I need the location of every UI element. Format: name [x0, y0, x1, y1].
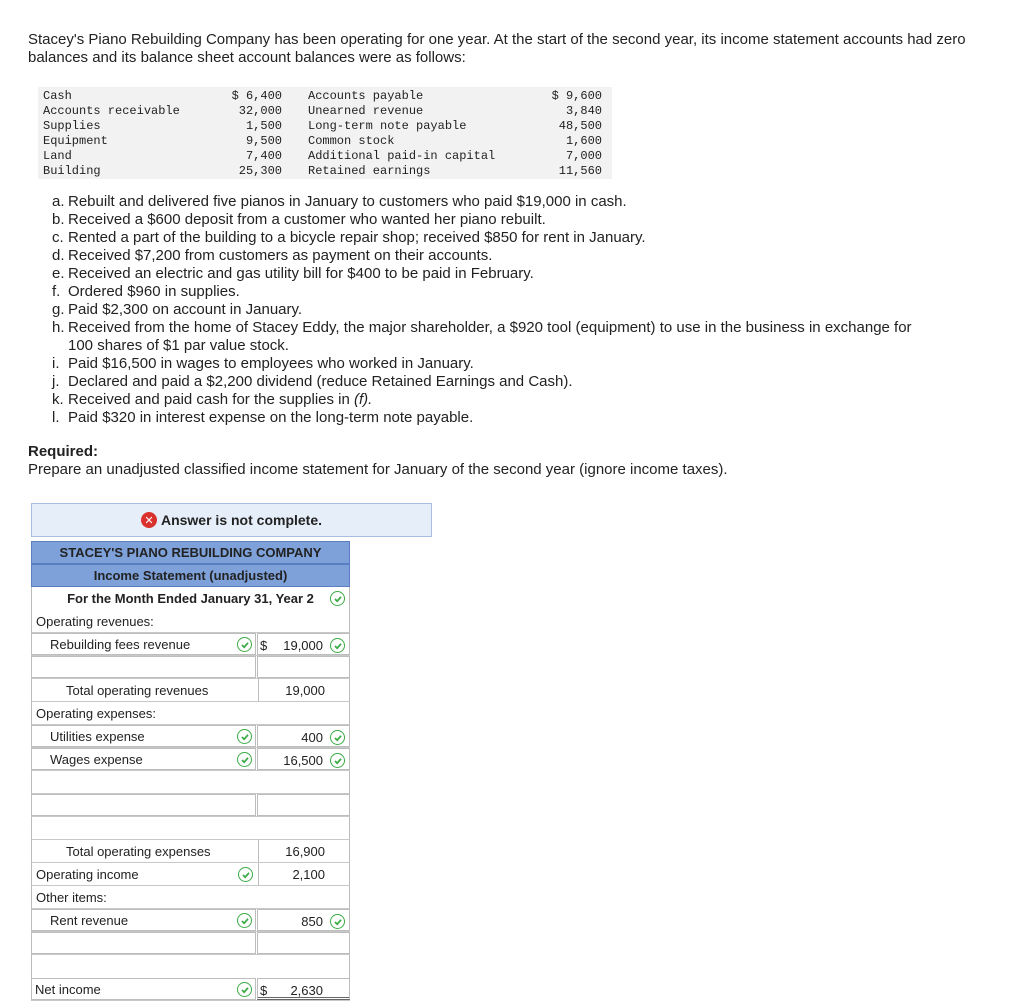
balance-right-label: Common stock [308, 134, 395, 148]
required-text: Prepare an unadjusted classified income statement for January of the second year (ignore income taxes). [28, 461, 728, 478]
transaction-letter: i. [52, 355, 60, 372]
transaction-letter: e. [52, 265, 65, 282]
balance-left-value: $ 6,400 [231, 89, 282, 103]
wages-row [31, 748, 350, 771]
empty-row [31, 794, 350, 817]
transaction-text: Ordered $960 in supplies. [68, 283, 240, 300]
transaction-text: Rented a part of the building to a bicycle repair shop; received $850 for rent in January. [68, 229, 646, 246]
balance-right-label: Unearned revenue [308, 104, 424, 118]
transaction-text: Paid $320 in interest expense on the long-term note payable. [68, 409, 474, 426]
operating-income-cell [258, 863, 351, 885]
balance-right-value: $ 9,600 [551, 89, 602, 103]
transaction-item [52, 283, 972, 301]
operating-expenses-heading: Operating expenses: [36, 706, 156, 721]
rent-revenue-row [31, 909, 350, 932]
transaction-letter: a. [52, 193, 65, 210]
transaction-letter: k. [52, 391, 64, 408]
check-icon [330, 753, 345, 768]
transaction-item [52, 355, 972, 373]
transaction-text: Received and paid cash for the supplies in [68, 391, 350, 408]
check-icon [237, 913, 252, 928]
transaction-item [52, 409, 972, 427]
rent-revenue-value-input[interactable] [257, 909, 350, 931]
net-income-value-input[interactable] [257, 978, 350, 1000]
check-icon [330, 638, 345, 653]
statement-title: Income Statement (unadjusted) [31, 564, 350, 587]
balance-right-value: 7,000 [565, 149, 602, 163]
required-title: Required: [28, 443, 99, 460]
wages-label: Wages expense [50, 752, 143, 767]
transaction-item [52, 301, 972, 319]
transaction-letter: c. [52, 229, 64, 246]
transaction-text: Received from the home of Stacey Eddy, the major shareholder, a $920 tool (equipment) to use in the business in exchange for [68, 319, 912, 336]
balance-left-value: 7,400 [245, 149, 282, 163]
transaction-text: Paid $2,300 on account in January. [68, 301, 303, 318]
transaction-text: Paid $16,500 in wages to employees who worked in January. [68, 355, 474, 372]
utilities-value-input[interactable] [257, 725, 350, 747]
balance-right-label: Long-term note payable [308, 119, 467, 133]
total-operating-expenses-cell [258, 840, 351, 862]
income-statement [31, 541, 350, 1001]
transaction-text: Rebuilt and delivered five pianos in January to customers who paid $19,000 in cash. [68, 193, 627, 210]
dollar-sign: $ [260, 638, 268, 653]
net-income-value: 2,630 [290, 983, 323, 998]
balance-right-value: 11,560 [558, 164, 602, 178]
check-icon [238, 867, 253, 882]
transaction-item [52, 247, 972, 265]
check-icon [237, 637, 252, 652]
wages-value-input[interactable] [257, 748, 350, 770]
balance-right-value: 48,500 [558, 119, 602, 133]
total-operating-revenues-label: Total operating revenues [66, 683, 209, 698]
transaction-letter: b. [52, 211, 65, 228]
total-operating-revenues-row [31, 679, 350, 702]
transaction-text-continued: 100 shares of $1 par value stock. [68, 337, 289, 354]
balance-table [38, 87, 612, 179]
balance-right-label: Retained earnings [308, 164, 431, 178]
transaction-item [52, 373, 972, 391]
operating-revenues-heading: Operating revenues: [36, 614, 154, 629]
answer-status-banner [31, 503, 432, 537]
balance-row [38, 164, 612, 179]
transaction-text: Declared and paid a $2,200 dividend (reduce Retained Earnings and Cash). [68, 373, 573, 390]
empty-row [31, 932, 350, 955]
balance-right-value: 1,600 [565, 134, 602, 148]
check-icon [330, 591, 345, 606]
balance-left-value: 1,500 [245, 119, 282, 133]
net-income-label: Net income [35, 982, 101, 997]
operating-revenues-heading-row [31, 610, 350, 633]
check-icon [330, 730, 345, 745]
balance-left-label: Cash [43, 89, 72, 103]
spacer-row [31, 817, 350, 840]
empty-value-input[interactable] [257, 794, 350, 816]
total-operating-expenses-value: 16,900 [285, 844, 325, 859]
transaction-letter: d. [52, 247, 65, 264]
operating-income-label: Operating income [36, 867, 139, 882]
transaction-item [52, 265, 972, 283]
total-operating-expenses-row [31, 840, 350, 863]
balance-row [38, 119, 612, 134]
total-operating-revenues-value: 19,000 [285, 683, 325, 698]
balance-right-label: Additional paid-in capital [308, 149, 496, 163]
transaction-text: Received $7,200 from customers as payment on their accounts. [68, 247, 493, 264]
utilities-row [31, 725, 350, 748]
rebuilding-fees-value-input[interactable] [257, 633, 350, 655]
balance-left-label: Land [43, 149, 72, 163]
transaction-item [52, 391, 972, 409]
transaction-item [52, 319, 972, 355]
empty-label-input[interactable] [31, 932, 256, 954]
problem-intro: Stacey's Piano Rebuilding Company has been operating for one year. At the start of the second year, its income statement accounts had zero balances and its balance sheet account balances were as follows: [28, 31, 966, 66]
total-operating-revenues-cell [258, 679, 351, 701]
balance-row [38, 104, 612, 119]
transaction-list [52, 193, 972, 427]
statement-company: STACEY'S PIANO REBUILDING COMPANY [31, 541, 350, 564]
utilities-label: Utilities expense [50, 729, 145, 744]
balance-left-label: Building [43, 164, 101, 178]
spacer-row [31, 771, 350, 794]
transaction-letter: g. [52, 301, 65, 318]
transaction-item [52, 229, 972, 247]
transaction-item [52, 211, 972, 229]
transaction-letter: h. [52, 319, 65, 336]
other-items-heading-row [31, 886, 350, 909]
balance-left-label: Supplies [43, 119, 101, 133]
error-icon: ✕ [141, 512, 157, 528]
operating-income-value: 2,100 [292, 867, 325, 882]
transaction-letter: j. [52, 373, 60, 390]
balance-left-value: 25,300 [238, 164, 282, 178]
statement-period: For the Month Ended January 31, Year 2 [67, 591, 314, 606]
balance-row [38, 149, 612, 164]
total-operating-expenses-label: Total operating expenses [66, 844, 211, 859]
dollar-sign: $ [260, 983, 268, 998]
balance-left-label: Equipment [43, 134, 108, 148]
rebuilding-fees-label: Rebuilding fees revenue [50, 637, 191, 652]
empty-value-input[interactable] [257, 656, 350, 678]
rebuilding-fees-value: 19,000 [283, 638, 323, 653]
balance-right-value: 3,840 [565, 104, 602, 118]
balance-row [38, 89, 612, 104]
spacer-row [31, 955, 350, 978]
transaction-text: Received an electric and gas utility bill for $400 to be paid in February. [68, 265, 534, 282]
rebuilding-fees-row [31, 633, 350, 656]
check-icon [237, 982, 252, 997]
operating-expenses-heading-row [31, 702, 350, 725]
check-icon [237, 752, 252, 767]
balance-left-value: 32,000 [238, 104, 282, 118]
other-items-heading: Other items: [36, 890, 107, 905]
rent-revenue-label: Rent revenue [50, 913, 129, 928]
utilities-value: 400 [301, 730, 323, 745]
transaction-text: Received a $600 deposit from a customer who wanted her piano rebuilt. [68, 211, 546, 228]
balance-left-value: 9,500 [245, 134, 282, 148]
balance-right-label: Accounts payable [308, 89, 424, 103]
transaction-reference: (f). [354, 391, 373, 408]
balance-left-label: Accounts receivable [43, 104, 180, 118]
transaction-item [52, 193, 972, 211]
rent-revenue-value: 850 [301, 914, 323, 929]
check-icon [330, 914, 345, 929]
statement-period-row [31, 587, 350, 610]
empty-label-input[interactable] [31, 794, 256, 816]
transaction-letter: f. [52, 283, 61, 300]
empty-value-input[interactable] [257, 932, 350, 954]
empty-row [31, 656, 350, 679]
balance-row [38, 134, 612, 149]
operating-income-row [31, 863, 350, 886]
transaction-letter: l. [52, 409, 60, 426]
answer-status-text: Answer is not complete. [160, 512, 323, 528]
wages-value: 16,500 [283, 753, 323, 768]
net-income-row [31, 978, 350, 1001]
check-icon [237, 729, 252, 744]
empty-label-input[interactable] [31, 656, 256, 678]
